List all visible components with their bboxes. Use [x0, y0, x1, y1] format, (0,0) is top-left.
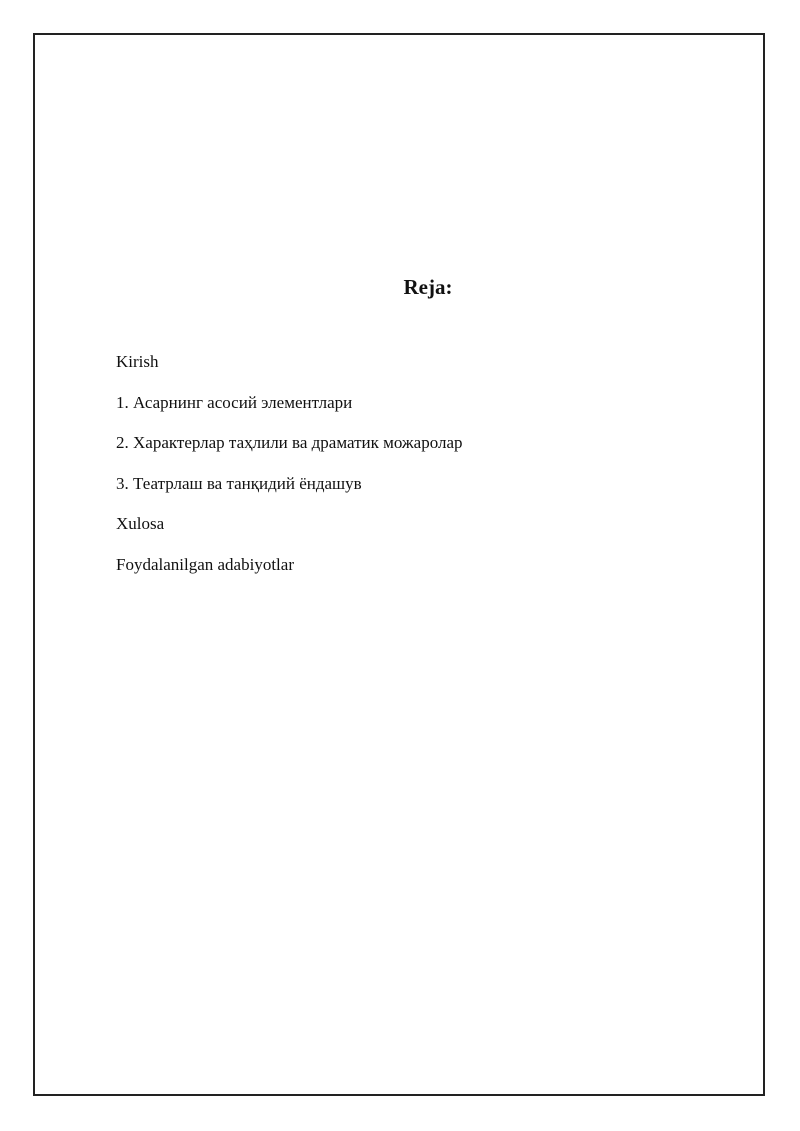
page-title: Reja:: [403, 275, 453, 299]
plan-item-conclusion: Xulosa: [116, 514, 165, 533]
plan-item-references: Foydalanilgan adabiyotlar: [116, 554, 294, 574]
plan-item-chapter-2: 2. Характерлар таҳлили ва драматик можаролар: [116, 433, 463, 452]
plan-list: [116, 349, 463, 592]
plan-item-introduction: Kirish: [116, 352, 159, 371]
plan-item-chapter-1: 1. Асарнинг асосий элементлари: [116, 392, 353, 412]
plan-item-chapter-3: 3. Театрлаш ва танқидий ёндашув: [116, 473, 362, 493]
